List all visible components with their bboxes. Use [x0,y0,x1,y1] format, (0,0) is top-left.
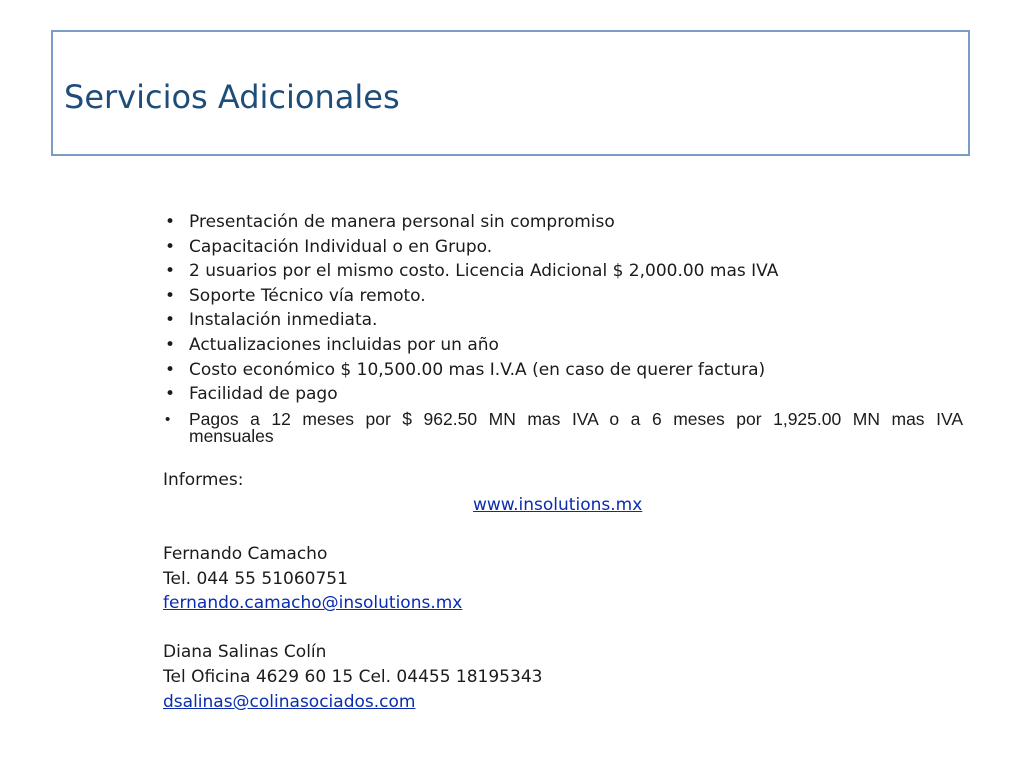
payment-text-line2: mensuales [189,425,274,446]
contact-2-phone: Tel Oficina 4629 60 15 Cel. 04455 18195343 [163,667,543,687]
payment-bullet-item [163,407,963,445]
bullet-text: Soporte Técnico vía remoto. [189,285,426,306]
bullet-item [163,333,963,358]
contact-2-name: Diana Salinas Colín [163,642,327,663]
contact-1-phone: Tel. 044 55 51060751 [163,568,348,589]
contact-2-email-link[interactable]: dsalinas@colinasociados.com [163,691,416,712]
contact-1-email-wrap [163,591,462,616]
title-box [51,30,970,156]
bullet-text: Facilidad de pago [189,384,338,405]
bullet-dot-icon: • [165,236,176,257]
bullet-text: Costo económico $ 10,500.00 mas I.V.A (en caso de querer factura) [189,359,766,380]
informes-label: Informes: [163,470,244,490]
bullet-dot-icon: • [165,261,176,282]
bullet-item [163,235,963,260]
bullet-text: 2 usuarios por el mismo costo. Licencia Adicional $ 2,000.00 mas IVA [189,261,779,282]
bullet-item [163,308,963,333]
bullet-item [163,210,963,235]
bullet-dot-icon: • [165,310,176,331]
bullet-text: Presentación de manera personal sin compromiso [189,212,615,232]
bullet-text: Capacitación Individual o en Grupo. [189,236,493,257]
payment-text-line1: Pagos a 12 meses por $ 962.50 MN mas IVA o a 6 meses por 1,925.00 MN mas IVA [189,408,963,429]
bullet-item [163,358,963,383]
bullet-dot-icon: • [165,359,176,380]
bullet-text: Instalación inmediata. [189,310,378,331]
contact-2-email-wrap [163,690,415,715]
bullet-item [163,284,963,309]
slide-title: Servicios Adicionales [64,78,400,116]
bullet-list [163,210,963,445]
bullet-dot-icon: • [165,334,176,355]
bullet-item [163,259,963,284]
bullet-text: Actualizaciones incluidas por un año [189,334,499,355]
bullet-dot-icon: • [165,212,176,232]
bullet-item [163,382,963,407]
contact-1-name: Fernando Camacho [163,544,328,564]
contact-1-email-link[interactable]: fernando.camacho@insolutions.mx [163,593,463,614]
bullet-dot-icon: • [165,285,176,306]
bullet-dot-icon: • [165,410,171,428]
bullet-dot-icon: • [165,384,176,405]
website-link[interactable]: www.insolutions.mx [473,495,643,515]
